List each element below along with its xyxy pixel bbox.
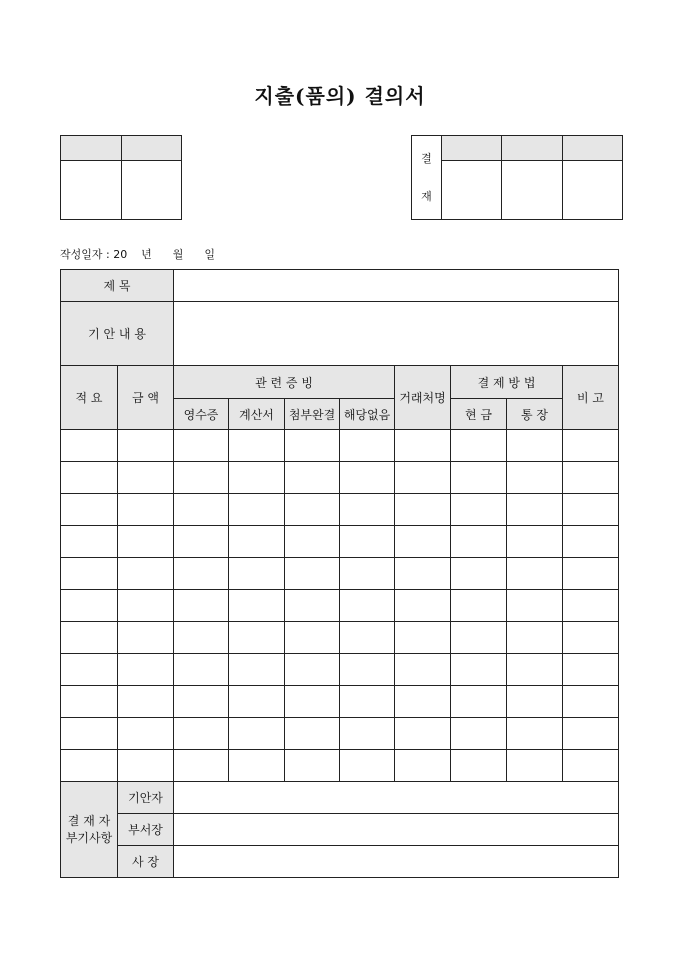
table-cell[interactable] [285, 494, 340, 526]
table-cell[interactable] [118, 462, 174, 494]
table-cell[interactable] [61, 686, 118, 718]
table-cell[interactable] [61, 558, 118, 590]
table-cell[interactable] [61, 622, 118, 654]
table-row [61, 558, 619, 590]
table-cell[interactable] [395, 526, 451, 558]
table-row [61, 622, 619, 654]
table-cell[interactable] [563, 686, 619, 718]
table-cell[interactable] [340, 526, 395, 558]
approval-label-bottom: 재 [421, 189, 432, 203]
header-amount: 금 액 [118, 366, 174, 430]
entry-rows [61, 430, 619, 782]
table-cell[interactable] [451, 654, 507, 686]
footer-drafter-field[interactable] [174, 782, 619, 814]
table-row [61, 686, 619, 718]
table-cell[interactable] [118, 686, 174, 718]
header-payment-method: 결 제 방 법 [451, 366, 563, 399]
table-cell[interactable] [507, 750, 563, 782]
table-cell[interactable] [563, 430, 619, 462]
header-vendor: 거래처명 [395, 366, 451, 430]
header-none: 해당없음 [340, 399, 395, 430]
mini-left-cell-2[interactable] [122, 161, 182, 220]
header-invoice: 계산서 [229, 399, 285, 430]
table-cell[interactable] [451, 430, 507, 462]
table-cell[interactable] [61, 430, 118, 462]
table-cell[interactable] [174, 718, 229, 750]
table-cell[interactable] [174, 686, 229, 718]
footer-president-field[interactable] [174, 846, 619, 878]
table-row [61, 718, 619, 750]
table-cell[interactable] [451, 526, 507, 558]
table-cell[interactable] [395, 558, 451, 590]
content-label: 기 안 내 용 [61, 302, 174, 366]
table-cell[interactable] [340, 750, 395, 782]
table-cell[interactable] [229, 750, 285, 782]
table-cell[interactable] [285, 558, 340, 590]
table-cell[interactable] [395, 718, 451, 750]
table-cell[interactable] [451, 462, 507, 494]
approval-box [411, 135, 623, 220]
mini-box-left [60, 135, 182, 220]
approval-header-1 [442, 136, 502, 161]
footer-drafter-label: 기안자 [118, 782, 174, 814]
table-cell[interactable] [285, 654, 340, 686]
table-cell[interactable] [563, 622, 619, 654]
table-cell[interactable] [61, 590, 118, 622]
table-cell[interactable] [451, 494, 507, 526]
table-cell[interactable] [507, 654, 563, 686]
table-cell[interactable] [563, 526, 619, 558]
footer-president-label: 사 장 [118, 846, 174, 878]
table-cell[interactable] [285, 622, 340, 654]
table-cell[interactable] [507, 462, 563, 494]
table-cell[interactable] [451, 622, 507, 654]
table-cell[interactable] [340, 590, 395, 622]
approval-header-2 [502, 136, 563, 161]
table-cell[interactable] [174, 750, 229, 782]
table-cell[interactable] [61, 526, 118, 558]
table-cell[interactable] [285, 526, 340, 558]
table-cell[interactable] [340, 622, 395, 654]
table-cell[interactable] [563, 590, 619, 622]
mini-left-cell-1[interactable] [61, 161, 122, 220]
approval-sign-2[interactable] [502, 161, 563, 220]
table-cell[interactable] [507, 526, 563, 558]
table-cell[interactable] [229, 590, 285, 622]
approval-sign-3[interactable] [563, 161, 623, 220]
approval-header-3 [563, 136, 623, 161]
table-cell[interactable] [395, 686, 451, 718]
table-row [61, 430, 619, 462]
table-cell[interactable] [285, 750, 340, 782]
table-cell[interactable] [61, 750, 118, 782]
header-cash: 현 금 [451, 399, 507, 430]
table-cell[interactable] [395, 622, 451, 654]
subject-label: 제 목 [61, 270, 174, 302]
table-row [61, 462, 619, 494]
table-cell[interactable] [61, 462, 118, 494]
table-cell[interactable] [174, 526, 229, 558]
table-cell[interactable] [507, 558, 563, 590]
table-cell[interactable] [507, 622, 563, 654]
page-title: 지출(품의) 결의서 [254, 84, 426, 108]
table-cell[interactable] [395, 430, 451, 462]
table-cell[interactable] [118, 654, 174, 686]
table-cell[interactable] [174, 558, 229, 590]
table-row [61, 526, 619, 558]
table-row [61, 750, 619, 782]
table-cell[interactable] [340, 494, 395, 526]
content-field[interactable] [174, 302, 619, 366]
header-receipt: 영수증 [174, 399, 229, 430]
table-cell[interactable] [118, 718, 174, 750]
table-cell[interactable] [118, 430, 174, 462]
table-cell[interactable] [229, 494, 285, 526]
approval-label-top: 결 [421, 151, 432, 165]
table-cell[interactable] [395, 590, 451, 622]
table-cell[interactable] [174, 590, 229, 622]
mini-left-header-1 [61, 136, 122, 161]
table-cell[interactable] [229, 558, 285, 590]
table-cell[interactable] [118, 494, 174, 526]
table-cell[interactable] [118, 622, 174, 654]
header-bank: 통 장 [507, 399, 563, 430]
table-cell[interactable] [340, 718, 395, 750]
table-cell[interactable] [285, 718, 340, 750]
table-cell[interactable] [174, 622, 229, 654]
table-cell[interactable] [395, 654, 451, 686]
table-cell[interactable] [229, 718, 285, 750]
footer-group-label [61, 782, 118, 878]
approval-label [412, 136, 442, 220]
table-cell[interactable] [507, 686, 563, 718]
table-cell[interactable] [229, 654, 285, 686]
table-row [61, 590, 619, 622]
date-line: 작성일자 : 20 년 월 일 [60, 248, 216, 261]
table-cell[interactable] [507, 494, 563, 526]
table-cell[interactable] [563, 494, 619, 526]
table-cell[interactable] [563, 750, 619, 782]
table-cell[interactable] [340, 462, 395, 494]
table-cell[interactable] [285, 686, 340, 718]
table-cell[interactable] [451, 718, 507, 750]
table-cell[interactable] [395, 494, 451, 526]
table-cell[interactable] [395, 462, 451, 494]
expense-form-table [60, 269, 619, 878]
mini-left-header-2 [122, 136, 182, 161]
table-cell[interactable] [118, 558, 174, 590]
table-row [61, 654, 619, 686]
table-cell[interactable] [507, 590, 563, 622]
table-cell[interactable] [507, 718, 563, 750]
table-cell[interactable] [563, 654, 619, 686]
table-cell[interactable] [285, 590, 340, 622]
table-cell[interactable] [507, 430, 563, 462]
table-cell[interactable] [451, 558, 507, 590]
footer-group-label-1: 결 재 자 [67, 813, 111, 828]
approval-sign-1[interactable] [442, 161, 502, 220]
footer-dept-head-label: 부서장 [118, 814, 174, 846]
table-cell[interactable] [563, 718, 619, 750]
footer-group-label-2: 부기사항 [65, 830, 113, 845]
table-cell[interactable] [229, 462, 285, 494]
table-cell[interactable] [118, 750, 174, 782]
table-row [61, 494, 619, 526]
table-cell[interactable] [229, 526, 285, 558]
table-cell[interactable] [451, 590, 507, 622]
header-item: 적 요 [61, 366, 118, 430]
table-cell[interactable] [340, 558, 395, 590]
table-cell[interactable] [174, 654, 229, 686]
table-cell[interactable] [174, 494, 229, 526]
table-cell[interactable] [61, 654, 118, 686]
table-cell[interactable] [340, 430, 395, 462]
table-cell[interactable] [61, 494, 118, 526]
table-cell[interactable] [340, 654, 395, 686]
header-remarks: 비 고 [563, 366, 619, 430]
footer-dept-head-field[interactable] [174, 814, 619, 846]
table-cell[interactable] [451, 750, 507, 782]
table-cell[interactable] [229, 686, 285, 718]
table-cell[interactable] [118, 526, 174, 558]
header-evidence: 관 련 증 빙 [174, 366, 395, 399]
subject-field[interactable] [174, 270, 619, 302]
table-cell[interactable] [174, 430, 229, 462]
table-cell[interactable] [395, 750, 451, 782]
table-cell[interactable] [451, 686, 507, 718]
table-cell[interactable] [563, 558, 619, 590]
table-cell[interactable] [340, 686, 395, 718]
table-cell[interactable] [174, 462, 229, 494]
header-attached: 첨부완결 [285, 399, 340, 430]
table-cell[interactable] [563, 462, 619, 494]
table-cell[interactable] [285, 462, 340, 494]
table-cell[interactable] [229, 430, 285, 462]
table-cell[interactable] [61, 718, 118, 750]
table-cell[interactable] [229, 622, 285, 654]
table-cell[interactable] [285, 430, 340, 462]
table-cell[interactable] [118, 590, 174, 622]
